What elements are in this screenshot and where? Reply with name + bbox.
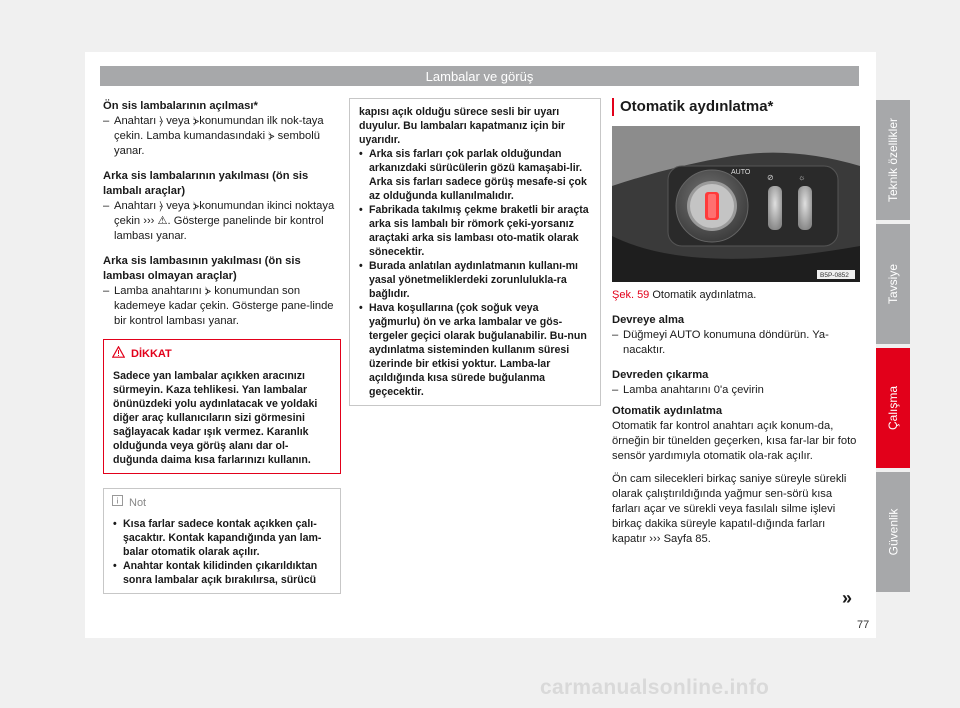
- light-switch-photo-icon: [612, 126, 860, 282]
- note-item: • Kısa farlar sadece kontak açıkken çalı-şacaktır. Kontak kapandığında yan lam-balar otomatik olarak açılır.: [113, 517, 331, 559]
- header-title: Lambalar ve görüş: [425, 68, 534, 84]
- warning-box: [103, 339, 341, 474]
- section-title: Otomatik aydınlatma*: [612, 98, 860, 116]
- figure-caption: [612, 288, 860, 303]
- svg-text:☼: ☼: [798, 173, 806, 182]
- step-front-fog: – Anahtarı ⦒ veya ⦔konumundan ilk nok-taya çekin. Lamba kumandasındaki ⦔ sembolü yanar.: [103, 114, 341, 159]
- tab-calisma[interactable]: Çalışma: [876, 348, 910, 468]
- note-title: Not: [129, 496, 147, 509]
- info-icon: [112, 495, 123, 511]
- paragraph-auto-2: Ön cam silecekleri birkaç saniye süreyle sürekli olarak çalıştırıldığında yağmur sen-sörü kısa farları açar ve sürekli veya fasılalı silme işlevi birkaç dakika süreyle kapatıl-dığında farları kapatır ››› Sayfa 85.: [612, 473, 847, 545]
- watermark: carmanualsonline.info: [540, 676, 770, 699]
- heading-rear-fog-only: Arka sis lambasının yakılması (ön sis lambası olmayan araçlar): [103, 255, 301, 282]
- note-item: • Anahtar kontak kilidinden çıkarıldıktan sonra lambalar açık bırakılırsa, sürücü: [113, 559, 331, 587]
- step-enable: – Düğmeyi AUTO konumuna döndürün. Ya-nacaktır.: [612, 328, 860, 358]
- figure-light-switch: [612, 126, 860, 282]
- figure-code: B5P-0852: [820, 272, 849, 279]
- step-rear-fog: – Anahtarı ⦒ veya ⦔konumundan ikinci noktaya çekin ››› ⚠. Gösterge panelinde bir kontrol lambası yanar.: [103, 199, 341, 244]
- column-middle: [349, 98, 601, 406]
- column-right: [612, 98, 860, 547]
- note-text: [104, 515, 340, 587]
- svg-text:AUTO: AUTO: [731, 169, 751, 176]
- figure-number: Şek. 59: [612, 289, 650, 301]
- warning-title: DİKKAT: [131, 348, 172, 360]
- tab-tavsiye[interactable]: Tavsiye: [876, 224, 910, 344]
- page-header: [100, 66, 859, 86]
- note-continuation-box: [349, 98, 601, 406]
- svg-text:⊘: ⊘: [767, 173, 774, 182]
- warning-header: [104, 340, 340, 367]
- step-disable: – Lamba anahtarını 0'a çevirin: [612, 383, 860, 398]
- note-item: • Hava koşullarına (çok soğuk veya yağmurlu) ön ve arka lambalar ve gös-tergeler geçici olarak buğulanabilir. Bu-nun aydınlatma sisteminden kullanım süresi üzerinde bir etkisi yoktur. Lamba-lar açıldığında kısa sürede buğulanma geçecektir.: [359, 301, 591, 399]
- tab-guvenlik[interactable]: Güvenlik: [876, 472, 910, 592]
- step-rear-fog-only: – Lamba anahtarını ⦔ konumundan son kademeye kadar çekin. Gösterge pane-linde bir kontrol lambası yanar.: [103, 284, 341, 329]
- heading-front-fog: Ön sis lambalarının açılması*: [103, 100, 258, 112]
- warning-text: Sadece yan lambalar açıkken aracınızı sürmeyin. Kaza tehlikesi. Yan lambalar önünüzdeki yolu aydınlatacak ve yoldaki diğer araç kullanıcıların sizi görmesini sağlayacak kadar ışık vermez. Karanlık olduğunda veya görüş alanı dar ol-duğunda daima kısa farlarınızı kullanın.: [113, 370, 318, 466]
- heading-enable: Devreye alma: [612, 314, 685, 326]
- heading-disable: Devreden çıkarma: [612, 369, 709, 381]
- figure-caption-text: Otomatik aydınlatma.: [652, 289, 757, 301]
- warning-triangle-icon: [112, 346, 125, 363]
- note-item: • Fabrikada takılmış çekme braketli bir araçta arka sis lambalı bir römork çeki-yorsanız araçtaki arka sis lambası oto-matik olarak sönecektir.: [359, 203, 591, 259]
- note-item: • Burada anlatılan aydınlatmanın kullanı-mı yasal yönetmeliklerdeki zorunlulukla-ra bağlıdır.: [359, 259, 591, 301]
- note-box: [103, 488, 341, 594]
- column-left: [103, 99, 341, 594]
- continue-arrows: »: [842, 588, 853, 608]
- page-number: 77: [857, 619, 870, 631]
- note-lead: kapısı açık olduğu sürece sesli bir uyarı duyulur. Bu lambaları kapatmanız için bir uyarıdır.: [359, 106, 566, 146]
- paragraph-auto-1: Otomatik far kontrol anahtarı açık konum-da, örneğin bir tünelden geçerken, kısa far-lar bir foto sensör yardımıyla otomatik ola-rak açılır.: [612, 420, 857, 462]
- tab-teknik[interactable]: Teknik özellikler: [876, 100, 910, 220]
- note-item: • Arka sis farları çok parlak olduğundan arkanızdaki sürücülerin gözü kamaşabi-lir. Arka sis farları sadece görüş mesafe-si çok az olduğunda kullanılmalıdır.: [359, 147, 591, 203]
- heading-rear-fog: Arka sis lambalarının yakılması (ön sis lambalı araçlar): [103, 170, 309, 197]
- note-header: [104, 489, 340, 515]
- heading-auto-lighting: Otomatik aydınlatma: [612, 405, 723, 417]
